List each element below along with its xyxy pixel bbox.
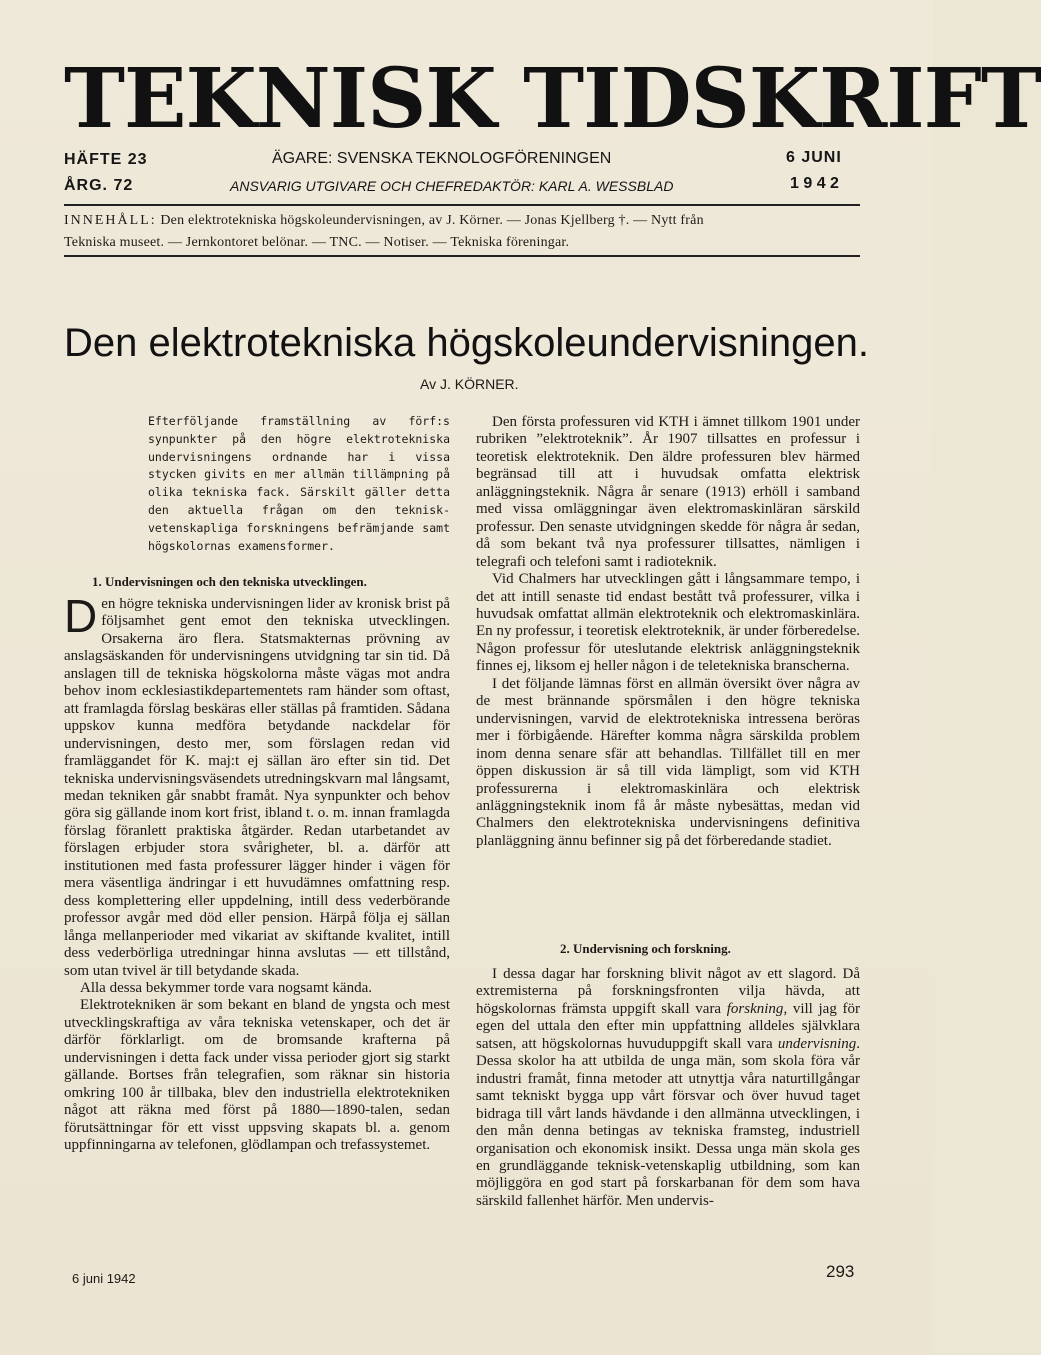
article-title: Den elektrotekniska högskoleundervisningen. <box>64 321 869 365</box>
table-of-contents <box>64 210 860 254</box>
right-paragraph-4-part-c: . Dessa skolor ha att utbilda de unga män, som skola föra vår industri framåt, finna metoder att utnyttja våra naturtillgångar samt tekniskt bygga upp vårt försvar och över huvud taget bidraga till vårt lands hävdande i den allmänna utvecklingen, i den mån denna betingas av tekniska framsteg, industriell organisation och ekonomisk insikt. Dessa unga män skola ges en grundläggande teknisk-vetenskaplig utbildning, som kan möjliggöra en god start på forskarbanan för dem som hava särskild fallenhet härför. Men undervis- <box>476 1035 860 1209</box>
right-paragraph-4 <box>476 966 860 1210</box>
right-paragraph-2: Vid Chalmers har utvecklingen gått i långsammare tempo, i det att intill senaste tid endast bestått två professurer, vilka i huvudsak omfattat allmän elektroteknik och elektromaskinlära. En ny professur, i teoretisk elektroteknik, är under förberedelse. Någon professur för uteslutande elektrisk anläggningsteknik finnes ej, liksom ej heller någon i de teletekniska branscherna. <box>476 571 860 675</box>
left-paragraph-2: Alla dessa bekymmer torde vara nogsamt kända. <box>80 979 372 996</box>
date-label: 6 JUNI <box>786 149 842 166</box>
right-paragraph-3: I det följande lämnas först en allmän översikt över några av de mest brännande spörsmålen i den högre tekniska undervisningen, varvid de elektrotekniska intressena beröras mer i förbigående. Härefter komma några särskilda problem inom denna senare sfär att behandlas. Tillfället till en mer öppen diskussion är så till vida lämpligt, som vid KTH professurerna i elektromaskinlära och elektrisk anläggningsteknik inom få år måste nybesättas, medan vid Chalmers den elektrotekniska undervisningens definitiva planläggning ännu befinner sig på det förberedande stadiet. <box>476 675 860 849</box>
right-paragraph-4-part-a: I dessa dagar har forskning blivit något av ett slagord. Då extremisterna på forskningsfronten vilja hävda, att högskolornas främsta uppgift skall vara <box>476 966 860 1017</box>
emphasis-forskning: forskning <box>726 1000 784 1017</box>
contents-line-1: Den elektrotekniska högskoleundervisningen, av J. Körner. — Jonas Kjellberg †. — Nytt från <box>160 213 704 228</box>
page-number: 293 <box>826 1262 855 1281</box>
year-label: ÅRG. 72 <box>64 177 134 194</box>
right-column-top <box>476 414 860 850</box>
emphasis-undervisning: undervisning <box>777 1035 857 1052</box>
section-2-heading: 2. Undervisning och forskning. <box>560 941 731 956</box>
drop-cap: D <box>64 590 98 642</box>
contents-rule <box>64 255 860 257</box>
footer-date: 6 juni 1942 <box>72 1271 136 1286</box>
section-1-heading: 1. Undervisningen och den tekniska utvecklingen. <box>92 574 367 589</box>
article-byline: Av J. KÖRNER. <box>420 376 519 392</box>
left-paragraph-3: Elektrotekniken är som bekant en bland de yngsta och mest utvecklingskraftiga av våra tekniska vetenskaper, och det är därför förklarligt. om de bromsande krafterna på undervisningen i detta fack under vissa perioder gjort sig starkt gällande. Bortses från telegrafien, som räknar sin historia omkring 100 år tillbaka, blev den industriella elektrotekniken något att räkna med först på 1880—1890-talen, sedan förutsättningar för ett visst uppsving skapats bl. a. genom uppfinningarna av telefonen, glödlampan och trefassystemet. <box>64 997 450 1154</box>
top-rule <box>64 204 860 206</box>
right-paragraph-4-part-b: , vill jag för egen del uttala den efter min uppfattning alldeles självklara satsen, att högskolornas huvuduppgift skall vara <box>476 1000 860 1052</box>
editor-line: ANSVARIG UTGIVARE OCH CHEFREDAKTÖR: KARL A. WESSBLAD <box>230 178 674 194</box>
article-abstract: Efterföljande framställning av förf:s synpunkter på den högre elektrotekniska undervisningens ordnande har i vissa stycken givits en mer allmän tillämpning på olika tekniska fack. Särskilt gäller detta den aktuella frågan om den teknisk-vetenskapliga forskningens befrämjande samt högskolornas examensformer. <box>148 414 450 553</box>
right-column-bottom <box>476 966 860 1210</box>
year: 1 9 4 2 <box>790 175 839 192</box>
left-paragraph-1: en högre tekniska undervisningen lider av kronisk brist på följsamhet gent emot den tekniska utvecklingen. Orsakerna äro flera. Statsmakternas prövning av anslagsäskanden för undervisningens utvidgning tar sin tid. Då anslagen till de tekniska högskolorna måste vägas mot andra behov inom ecklesiastikdepartementets ram händer som oftast, att framlagda förslag beskäras eller ställas på framtiden. Sådana uppskov kunna medföra betydande nackdelar för undervisningen, desto mer, som förslagen redan vid framläggandet för K. maj:t ej sällan äro efter sin tid. Det tekniska undervisningsväsendets utredningskvarn mal långsamt, medan tekniken går snabbt framåt. Nya synpunkter och behov göra sig gällande inom kort frist, ibland t. o. m. innan framlagda förslag föranlett praktiska åtgärder. Redan utarbetandet av förslagen erbjuder stora svårigheter, bl. a. därför att institutionen med fasta professurer lägger hinder i vägen för mera väsentliga ändringar i ett huvudämnes omfattning resp. dess komplettering eller uppdelning, intill dess vederbörande professor avgår med död eller pension. Härpå följa ej sällan långa mellanperioder med vikariat av skiftande kvalitet, intill dess vederbörliga utredningar hinna avslutas — ett tillstånd, som utan tvivel är till betydande skada. <box>64 596 450 979</box>
contents-line-2: Tekniska museet. — Jernkontoret belönar. — TNC. — Notiser. — Tekniska föreningar. <box>64 235 570 250</box>
owner-line: ÄGARE: SVENSKA TEKNOLOGFÖRENINGEN <box>272 150 612 167</box>
contents-label: INNEHÅLL: <box>64 213 157 228</box>
right-paragraph-1: Den första professuren vid KTH i ämnet tillkom 1901 under rubriken ”elektroteknik”. År 1907 tillsattes en professur i teoretisk elektroteknik. Den äldre professuren blev härmed begränsad till att i huvudsak omfatta elektrisk anläggningsteknik. Några år senare (1913) erhöll i samband med vissa omläggningar även elektromaskinläran särskild professur. Den senaste utvidgningen skedde för några år sedan, då som bekant två nya professurer tillsattes, nämligen i telegrafi och telefoni samt i radioteknik. <box>476 414 860 570</box>
left-column <box>64 590 450 1155</box>
masthead-title: TEKNISK TIDSKRIFT <box>64 51 1041 147</box>
issue-label: HÄFTE 23 <box>64 151 148 168</box>
